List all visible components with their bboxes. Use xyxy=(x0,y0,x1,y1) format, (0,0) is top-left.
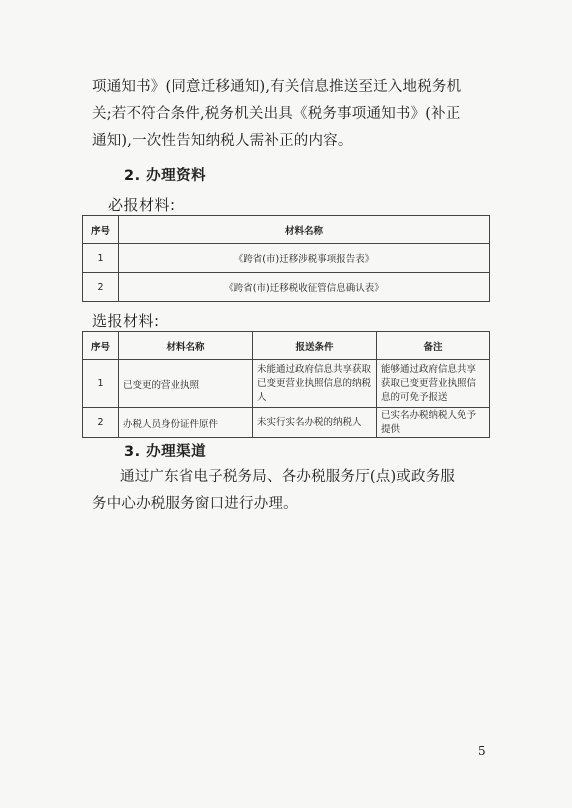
cell-remark: 已实名办税纳税人免予提供 xyxy=(377,408,490,438)
cell-name: 《跨省(市)迁移税收征管信息确认表》 xyxy=(119,273,490,302)
table-header-row xyxy=(83,332,490,360)
optional-materials-title: 选报材料: xyxy=(92,312,160,330)
cell-remark: 能够通过政府信息共享获取已变更营业执照信息的可免予报送 xyxy=(377,360,490,408)
intro-line: 项通知书》(同意迁移通知),有关信息推送至迁入地税务机 xyxy=(92,79,462,95)
intro-line: 关;若不符合条件,税务机关出具《税务事项通知书》(补正 xyxy=(92,106,461,122)
section-3-heading: 3. 办理渠道 xyxy=(124,444,207,460)
required-materials-title: 必报材料: xyxy=(108,196,176,214)
column-header-remark: 备注 xyxy=(377,332,490,360)
cell-condition: 未实行实名办税的纳税人 xyxy=(253,408,377,438)
table-row xyxy=(83,273,490,302)
cell-condition: 未能通过政府信息共享获取已变更营业执照信息的纳税人 xyxy=(253,360,377,408)
column-header-name: 材料名称 xyxy=(119,332,253,360)
intro-paragraph xyxy=(92,74,494,155)
cell-name: 办税人员身份证件原件 xyxy=(119,408,253,438)
table-row xyxy=(83,408,490,438)
table-row xyxy=(83,360,490,408)
optional-materials-table xyxy=(82,331,490,438)
intro-line: 通知),一次性告知纳税人需补正的内容。 xyxy=(92,133,353,149)
cell-no: 2 xyxy=(83,273,119,302)
cell-name: 已变更的营业执照 xyxy=(119,360,253,408)
section-3-paragraph xyxy=(92,464,494,518)
cell-no: 1 xyxy=(83,244,119,273)
table-row xyxy=(83,244,490,273)
page-number: 5 xyxy=(478,744,486,758)
required-materials-table xyxy=(82,215,490,302)
cell-no: 2 xyxy=(83,408,119,438)
section-2-heading: 2. 办理资料 xyxy=(124,168,207,184)
section-3-line: 务中心办税服务窗口进行办理。 xyxy=(92,496,298,512)
column-header-no: 序号 xyxy=(83,216,119,244)
column-header-no: 序号 xyxy=(83,332,119,360)
table-header-row xyxy=(83,216,490,244)
section-3-line: 通过广东省电子税务局、各办税服务厅(点)或政务服 xyxy=(120,469,456,485)
column-header-condition: 报送条件 xyxy=(253,332,377,360)
column-header-name: 材料名称 xyxy=(119,216,490,244)
cell-name: 《跨省(市)迁移涉税事项报告表》 xyxy=(119,244,490,273)
cell-no: 1 xyxy=(83,360,119,408)
